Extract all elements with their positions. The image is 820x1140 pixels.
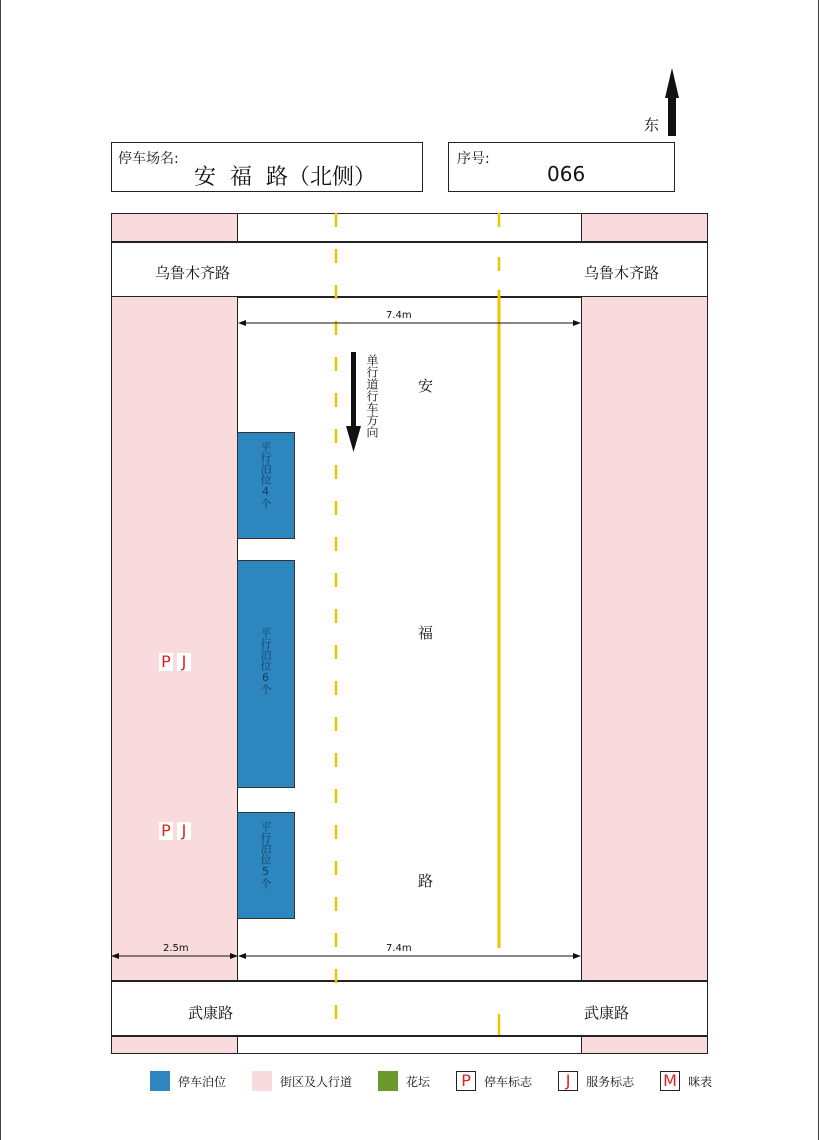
legend-item-sidewalk bbox=[252, 1071, 352, 1091]
one-way-note: 单行道行车方向 bbox=[365, 354, 379, 438]
parking-block-2 bbox=[237, 560, 295, 788]
sign-group-1 bbox=[159, 653, 191, 671]
meter-icon: M bbox=[660, 1071, 680, 1091]
parking-sign-icon: P bbox=[159, 822, 173, 840]
service-sign-icon: J bbox=[177, 653, 191, 671]
one-way-arrow-icon bbox=[346, 352, 361, 452]
parking-sign-icon: P bbox=[159, 653, 173, 671]
service-sign-icon: J bbox=[558, 1071, 578, 1091]
compass-label: 东 bbox=[644, 116, 660, 134]
road-char-3: 路 bbox=[418, 872, 434, 890]
legend-item-meter bbox=[660, 1071, 712, 1091]
legend-swatch-flowerbed bbox=[378, 1071, 398, 1091]
legend-label: 停车标志 bbox=[484, 1074, 533, 1089]
sign-group-2 bbox=[159, 822, 191, 840]
road-char-1: 安 bbox=[418, 377, 434, 395]
legend-swatch-sidewalk bbox=[252, 1071, 272, 1091]
seq-label: 序号: bbox=[457, 151, 490, 167]
parking-block-3 bbox=[237, 812, 295, 919]
parking-block-1-label: 平行泊位4个 bbox=[259, 441, 272, 509]
parking-block-2-label: 平行泊位6个 bbox=[259, 627, 272, 695]
road-char-2: 福 bbox=[418, 624, 434, 642]
road-name-top-right: 乌鲁木齐路 bbox=[584, 264, 660, 282]
legend-item-parking-sign bbox=[456, 1071, 532, 1091]
legend-item-parking bbox=[150, 1071, 226, 1091]
legend-label: 街区及人行道 bbox=[280, 1074, 353, 1089]
parking-block-3-label: 平行泊位5个 bbox=[259, 821, 272, 889]
road-name-top-left: 乌鲁木齐路 bbox=[155, 264, 231, 282]
dimension-top-label: 7.4m bbox=[386, 310, 412, 321]
legend-label: 花坛 bbox=[406, 1074, 431, 1089]
service-sign-icon: J bbox=[177, 822, 191, 840]
legend-item-service-sign bbox=[558, 1071, 634, 1091]
lot-name-value: 安 福 路（北侧） bbox=[194, 165, 376, 190]
dimension-bottom-label: 7.4m bbox=[386, 943, 412, 954]
parking-sign-icon: P bbox=[456, 1071, 476, 1091]
legend-label: 停车泊位 bbox=[178, 1074, 227, 1089]
legend-label: 咪表 bbox=[688, 1074, 713, 1089]
road-name-bottom-right: 武康路 bbox=[584, 1004, 630, 1022]
legend-swatch-parking bbox=[150, 1071, 170, 1091]
legend-item-flowerbed bbox=[378, 1071, 430, 1091]
parking-block-1 bbox=[237, 432, 295, 539]
dimension-sidewalk-label: 2.5m bbox=[163, 943, 189, 954]
seq-value: 066 bbox=[547, 162, 586, 186]
legend bbox=[150, 1071, 712, 1091]
road-name-bottom-left: 武康路 bbox=[188, 1004, 234, 1022]
lot-name-label: 停车场名: bbox=[118, 151, 179, 167]
legend-label: 服务标志 bbox=[586, 1074, 635, 1089]
